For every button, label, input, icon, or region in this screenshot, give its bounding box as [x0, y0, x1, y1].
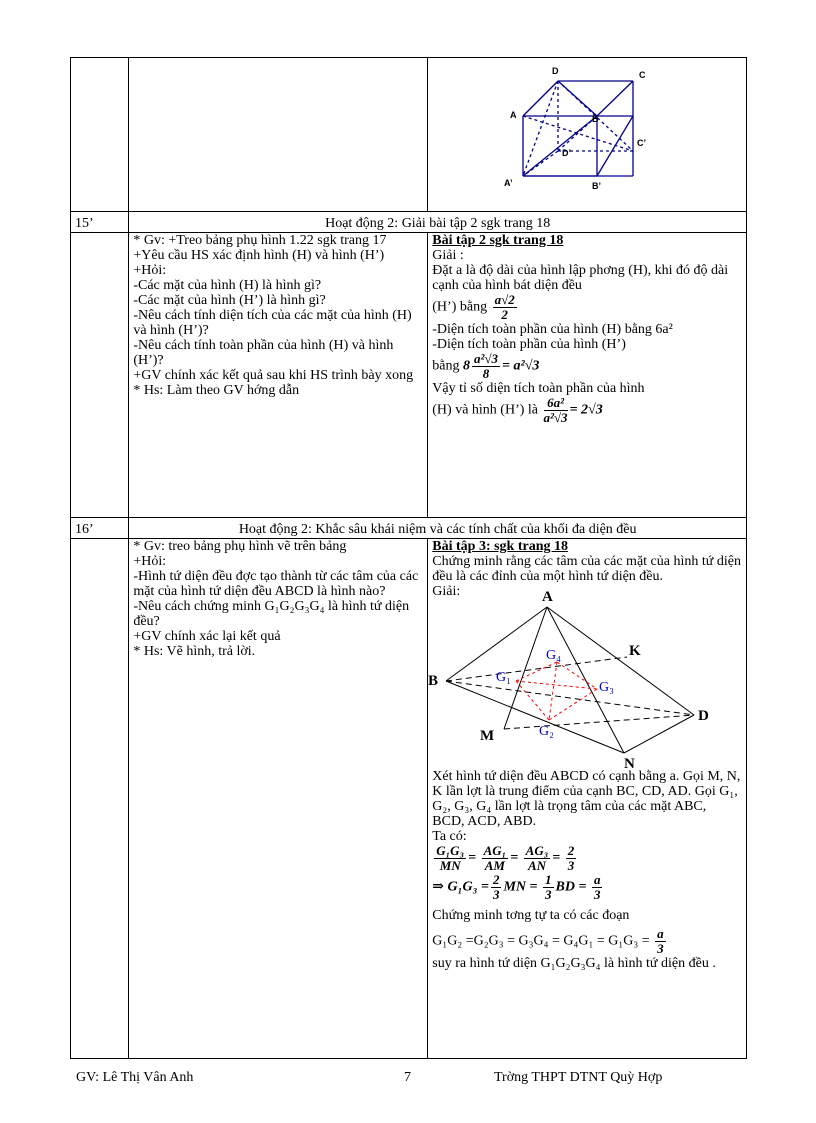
- text-line: bằng 8 $\frac{\text{a²√3}}{8}$ = a²√3: [432, 351, 540, 381]
- vertex-label: B: [428, 673, 439, 689]
- text-line: -Diện tích toàn phần của hình (H) bằng 6a²: [432, 322, 673, 337]
- page-number: 7: [404, 1070, 411, 1085]
- gv-line: +Hỏi:: [133, 554, 167, 569]
- footer-author: GV: Lê Thị Vân Anh: [76, 1070, 194, 1085]
- fraction: $\frac{a}{3}$: [657, 926, 664, 956]
- teacher-cell: [129, 233, 428, 518]
- time-cell: [71, 58, 129, 212]
- table-row: [71, 233, 747, 518]
- gv-line: * Gv: +Treo bảng phụ hình 1.22 sgk trang 17: [133, 233, 387, 248]
- text-line: (H’) bằng $\frac{a√2}{2}$: [432, 292, 515, 322]
- table-row: [71, 212, 747, 233]
- time-cell: [71, 539, 129, 1059]
- exercise-title: Bài tập 2 sgk trang 18: [432, 233, 564, 248]
- content-cell: [428, 539, 747, 1059]
- gv-line: * Gv: treo bảng phụ hình vẽ trên bảng: [133, 539, 347, 554]
- formula: ⇒ G₁G₃ = $\frac{2}{3}$ MN = $\frac{1}{3}$ BD = $\frac{a}{3}$: [432, 872, 601, 902]
- vertex-label: D’: [562, 148, 572, 158]
- text-line: G₁G₂ =G₂G₃ = G₃G₄ = G₄G₁ = G₁G₃ = $\frac{a}{3}$: [432, 926, 664, 956]
- text-line: Chứng minh rằng các tâm của các mặt của hình tứ diện đều là các đỉnh của một hình tứ diện đều.: [432, 554, 741, 584]
- fraction: $\frac{\text{a²√3}}{8}$: [473, 351, 499, 381]
- gv-line: -Các mặt của hình (H’) là hình gì?: [133, 293, 326, 308]
- text-line: Đặt a là độ dài của hình lập phơng (H), khi đó độ dài cạnh của hình bát diện đều: [432, 263, 729, 293]
- content-cell: [428, 58, 747, 212]
- vertex-label: N: [624, 756, 636, 772]
- footer-school: Trờng THPT DTNT Quỳ Hợp: [494, 1070, 663, 1085]
- gv-line: * Hs: Làm theo GV hớng dẫn: [133, 383, 300, 398]
- time-cell: [71, 233, 129, 518]
- gv-line: -Hình tứ diện đều đợc tạo thành từ các tâm của các mặt của hình tứ diện đều ABCD là hình nào?: [133, 569, 419, 599]
- text-line: -Diện tích toàn phần của hình (H’): [432, 337, 626, 352]
- vertex-label: K: [629, 643, 641, 659]
- table-row: [71, 58, 747, 212]
- gv-line: * Hs: Vẽ hình, trả lời.: [133, 644, 256, 659]
- vertex-label: C: [639, 70, 646, 80]
- gv-line: +GV chính xác kết quả sau khi HS trình bày xong: [133, 368, 414, 383]
- vertex-label: G₄: [546, 648, 562, 663]
- vertex-label: B’: [592, 181, 602, 191]
- lesson-table: [70, 57, 747, 1059]
- activity-heading: Hoạt động 2: Khắc sâu khái niệm và các tính chất của khối đa diện đều: [129, 518, 747, 539]
- vertex-label: C’: [637, 138, 647, 148]
- vertex-label: M: [480, 728, 495, 744]
- vertex-label: G₃: [599, 680, 615, 695]
- text-line: Giải :: [432, 248, 464, 263]
- table-row: [71, 518, 747, 539]
- gv-line: +GV chính xác lại kết quả: [133, 629, 281, 644]
- vertex-label: D: [552, 66, 559, 76]
- vertex-label: A’: [504, 178, 513, 188]
- text-line: Giải:: [432, 584, 461, 599]
- gv-line: +Hỏi:: [133, 263, 167, 278]
- gv-line: -Nêu cách tính diện tích của các mặt của hình (H) và hình (H’)?: [133, 308, 412, 338]
- exercise-title: Bài tập 3: sgk trang 18: [432, 539, 568, 554]
- time-cell: 16’: [71, 518, 129, 539]
- gv-line: -Các mặt của hình (H) là hình gì?: [133, 278, 322, 293]
- text-line: suy ra hình tứ diện G₁G₂G₃G₄ là hình tứ diện đều .: [432, 956, 716, 971]
- vertex-label: G₂: [539, 724, 555, 739]
- content-cell: [428, 233, 747, 518]
- teacher-cell: [129, 539, 428, 1059]
- text-line: Ta có:: [432, 829, 467, 844]
- gv-line: +Yêu cầu HS xác định hình (H) và hình (H’): [133, 248, 385, 263]
- teacher-cell: [129, 58, 428, 212]
- vertex-label: D: [698, 708, 710, 724]
- vertex-label: A: [542, 589, 554, 605]
- text-line: Chứng minh tơng tự ta có các đoạn: [432, 908, 630, 923]
- text-line: Vậy tỉ số diện tích toàn phần của hình: [432, 381, 645, 396]
- table-row: [71, 539, 747, 1059]
- vertex-label: A: [510, 110, 517, 120]
- formula: $\frac{\text{G₁G₃}}{MN}$ = $\frac{\text{AG₁}}{AM}$ = $\frac{\text{AG₃}}{AN}$ = $\frac{2}{3}$: [436, 843, 575, 873]
- fraction: $\frac{\text{6a²}}{\text{a²√3}}$: [543, 395, 568, 425]
- activity-heading: Hoạt động 2: Giải bài tập 2 sgk trang 18: [129, 212, 747, 233]
- vertex-label: G₁: [496, 670, 512, 685]
- vertex-label: B: [592, 114, 599, 124]
- fraction: $\frac{a√2}{2}$: [494, 292, 515, 322]
- gv-line: -Nêu cách tính toàn phần của hình (H) và hình (H’)?: [133, 338, 394, 368]
- text-line: (H) và hình (H’) là $\frac{\text{6a²}}{\text{a²√3}}$ = 2√3: [432, 395, 603, 425]
- text-line: Xét hình tứ diện đều ABCD có cạnh bằng a. Gọi M, N, K lần lợt là trung điểm của cạnh BC, CD, AD. Gọi G₁, G₂, G₃, G₄ lần lợt là trọng tâm của các mặt ABC, BCD, ACD, ABD.: [432, 769, 741, 829]
- gv-line: -Nêu cách chứng minh G₁G₂G₃G₄ là hình tứ diện đều?: [133, 599, 410, 629]
- cube-figure: [432, 58, 728, 208]
- time-cell: 15’: [71, 212, 129, 233]
